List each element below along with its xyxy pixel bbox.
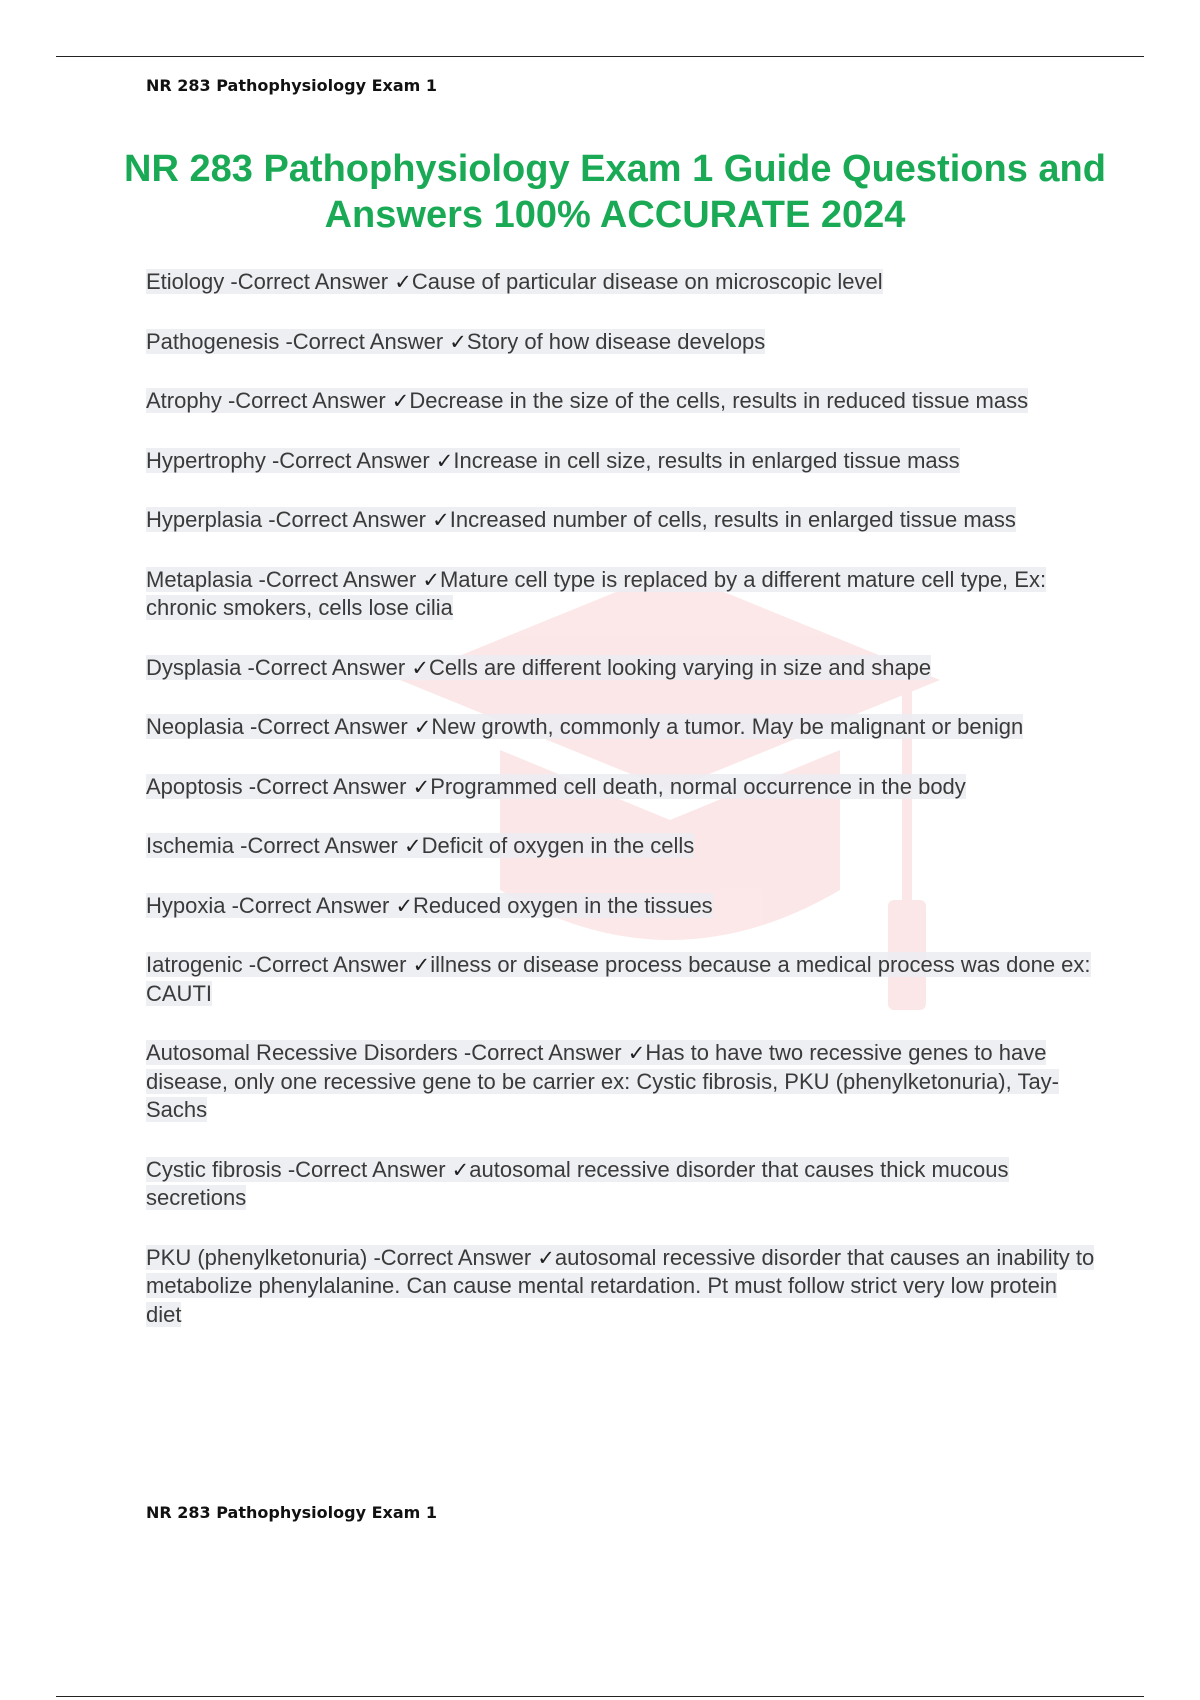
term: Neoplasia xyxy=(146,714,244,739)
term: Iatrogenic xyxy=(146,952,243,977)
checkmark-icon: ✓ xyxy=(432,508,450,532)
qa-entry xyxy=(146,892,1096,921)
qa-entry xyxy=(146,1156,1096,1213)
qa-entry-text xyxy=(146,269,883,294)
qa-entry-text xyxy=(146,507,1016,532)
qa-entry-text xyxy=(146,1157,1009,1211)
checkmark-icon: ✓ xyxy=(413,715,432,739)
qa-entry-list xyxy=(146,268,1096,1360)
term: Dysplasia xyxy=(146,654,242,680)
answer-label: -Correct Answer xyxy=(227,388,392,413)
answer-label: -Correct Answer xyxy=(373,1244,538,1270)
checkmark-icon: ✓ xyxy=(627,1041,646,1065)
answer: Story of how disease develops xyxy=(466,328,766,354)
answer: Increased number of cells, results in enlarged tissue mass xyxy=(449,507,1016,532)
qa-entry xyxy=(146,268,1096,297)
qa-entry-text xyxy=(146,893,713,918)
term: Hypoxia xyxy=(146,892,226,918)
answer-label: -Correct Answer xyxy=(268,507,433,532)
top-rule xyxy=(56,56,1144,57)
qa-entry-text xyxy=(146,329,765,354)
checkmark-icon: ✓ xyxy=(422,567,440,592)
answer-label: -Correct Answer xyxy=(231,892,396,918)
bottom-rule xyxy=(56,1696,1144,1697)
qa-entry xyxy=(146,447,1096,476)
checkmark-icon: ✓ xyxy=(451,1157,470,1182)
answer: Programmed cell death, normal occurrence in the body xyxy=(430,773,966,799)
checkmark-icon: ✓ xyxy=(449,329,467,354)
checkmark-icon: ✓ xyxy=(435,448,454,473)
checkmark-icon: ✓ xyxy=(412,774,431,799)
document-title: NR 283 Pathophysiology Exam 1 Guide Questions and Answers 100% ACCURATE 2024 xyxy=(124,148,1106,236)
qa-entry-text xyxy=(146,567,1046,621)
term: Metaplasia xyxy=(146,566,253,592)
answer-label: -Correct Answer xyxy=(285,328,450,354)
qa-entry xyxy=(146,506,1096,535)
qa-entry xyxy=(146,1039,1096,1125)
answer-label: -Correct Answer xyxy=(240,833,404,858)
answer: Cause of particular disease on microscopic level xyxy=(411,269,883,294)
checkmark-icon: ✓ xyxy=(391,389,410,413)
term: Etiology xyxy=(146,269,225,294)
qa-entry xyxy=(146,773,1096,802)
term: Pathogenesis xyxy=(146,328,280,354)
checkmark-icon: ✓ xyxy=(394,270,412,294)
answer: Decrease in the size of the cells, results in reduced tissue mass xyxy=(409,388,1029,413)
answer-label: -Correct Answer xyxy=(248,952,413,977)
answer-label: -Correct Answer xyxy=(258,566,423,592)
checkmark-icon: ✓ xyxy=(395,893,414,918)
qa-entry xyxy=(146,832,1096,861)
running-header: NR 283 Pathophysiology Exam 1 xyxy=(146,76,437,95)
term: Hypertrophy xyxy=(146,447,266,473)
qa-entry-text xyxy=(146,833,694,858)
qa-entry-text xyxy=(146,952,1091,1006)
answer-label: -Correct Answer xyxy=(463,1040,628,1065)
checkmark-icon: ✓ xyxy=(412,953,431,977)
answer-label: -Correct Answer xyxy=(230,269,395,294)
answer-label: -Correct Answer xyxy=(247,654,412,680)
qa-entry xyxy=(146,951,1096,1008)
qa-entry xyxy=(146,566,1096,623)
qa-entry xyxy=(146,387,1096,416)
answer: New growth, commonly a tumor. May be malignant or benign xyxy=(431,714,1024,739)
term: Apoptosis xyxy=(146,773,243,799)
qa-entry xyxy=(146,654,1096,683)
qa-entry-text xyxy=(146,714,1023,739)
answer-label: -Correct Answer xyxy=(271,447,436,473)
answer: Has to have two recessive genes to have disease, only one recessive gene to be carrier ex: Cystic fibrosis, PKU (phenylketonuria), Tay-Sachs xyxy=(146,1040,1060,1122)
answer: Cells are different looking varying in size and shape xyxy=(428,654,932,680)
qa-entry xyxy=(146,713,1096,742)
qa-entry-text xyxy=(146,388,1028,413)
checkmark-icon: ✓ xyxy=(537,1245,555,1270)
answer: Reduced oxygen in the tissues xyxy=(413,892,713,918)
term: PKU (phenylketonuria) xyxy=(146,1244,368,1270)
answer: Deficit of oxygen in the cells xyxy=(421,833,695,858)
running-footer: NR 283 Pathophysiology Exam 1 xyxy=(146,1503,437,1522)
answer-label: -Correct Answer xyxy=(287,1156,452,1182)
answer: autosomal recessive disorder that causes thick mucous secretions xyxy=(146,1156,1009,1210)
checkmark-icon: ✓ xyxy=(411,655,429,680)
term: Atrophy xyxy=(146,388,222,413)
term: Cystic fibrosis xyxy=(146,1156,282,1182)
qa-entry-text xyxy=(146,655,931,680)
qa-entry xyxy=(146,328,1096,357)
term: Autosomal Recessive Disorders xyxy=(146,1040,458,1065)
term: Ischemia xyxy=(146,833,235,858)
qa-entry-text xyxy=(146,448,960,473)
answer: autosomal recessive disorder that causes an inability to metabolize phenylalanine. Can cause mental retardation. Pt must follow strict very low protein diet xyxy=(146,1244,1095,1327)
answer: Increase in cell size, results in enlarged tissue mass xyxy=(453,447,960,473)
answer: illness or disease process because a medical process was done ex: CAUTI xyxy=(146,952,1091,1006)
answer: Mature cell type is replaced by a different mature cell type, Ex: chronic smokers, cells lose cilia xyxy=(146,566,1047,620)
qa-entry-text xyxy=(146,1040,1059,1122)
qa-entry-text xyxy=(146,774,966,799)
checkmark-icon: ✓ xyxy=(404,834,422,858)
qa-entry xyxy=(146,1244,1096,1330)
answer-label: -Correct Answer xyxy=(248,773,413,799)
term: Hyperplasia xyxy=(146,507,263,532)
answer-label: -Correct Answer xyxy=(249,714,414,739)
qa-entry-text xyxy=(146,1245,1094,1327)
